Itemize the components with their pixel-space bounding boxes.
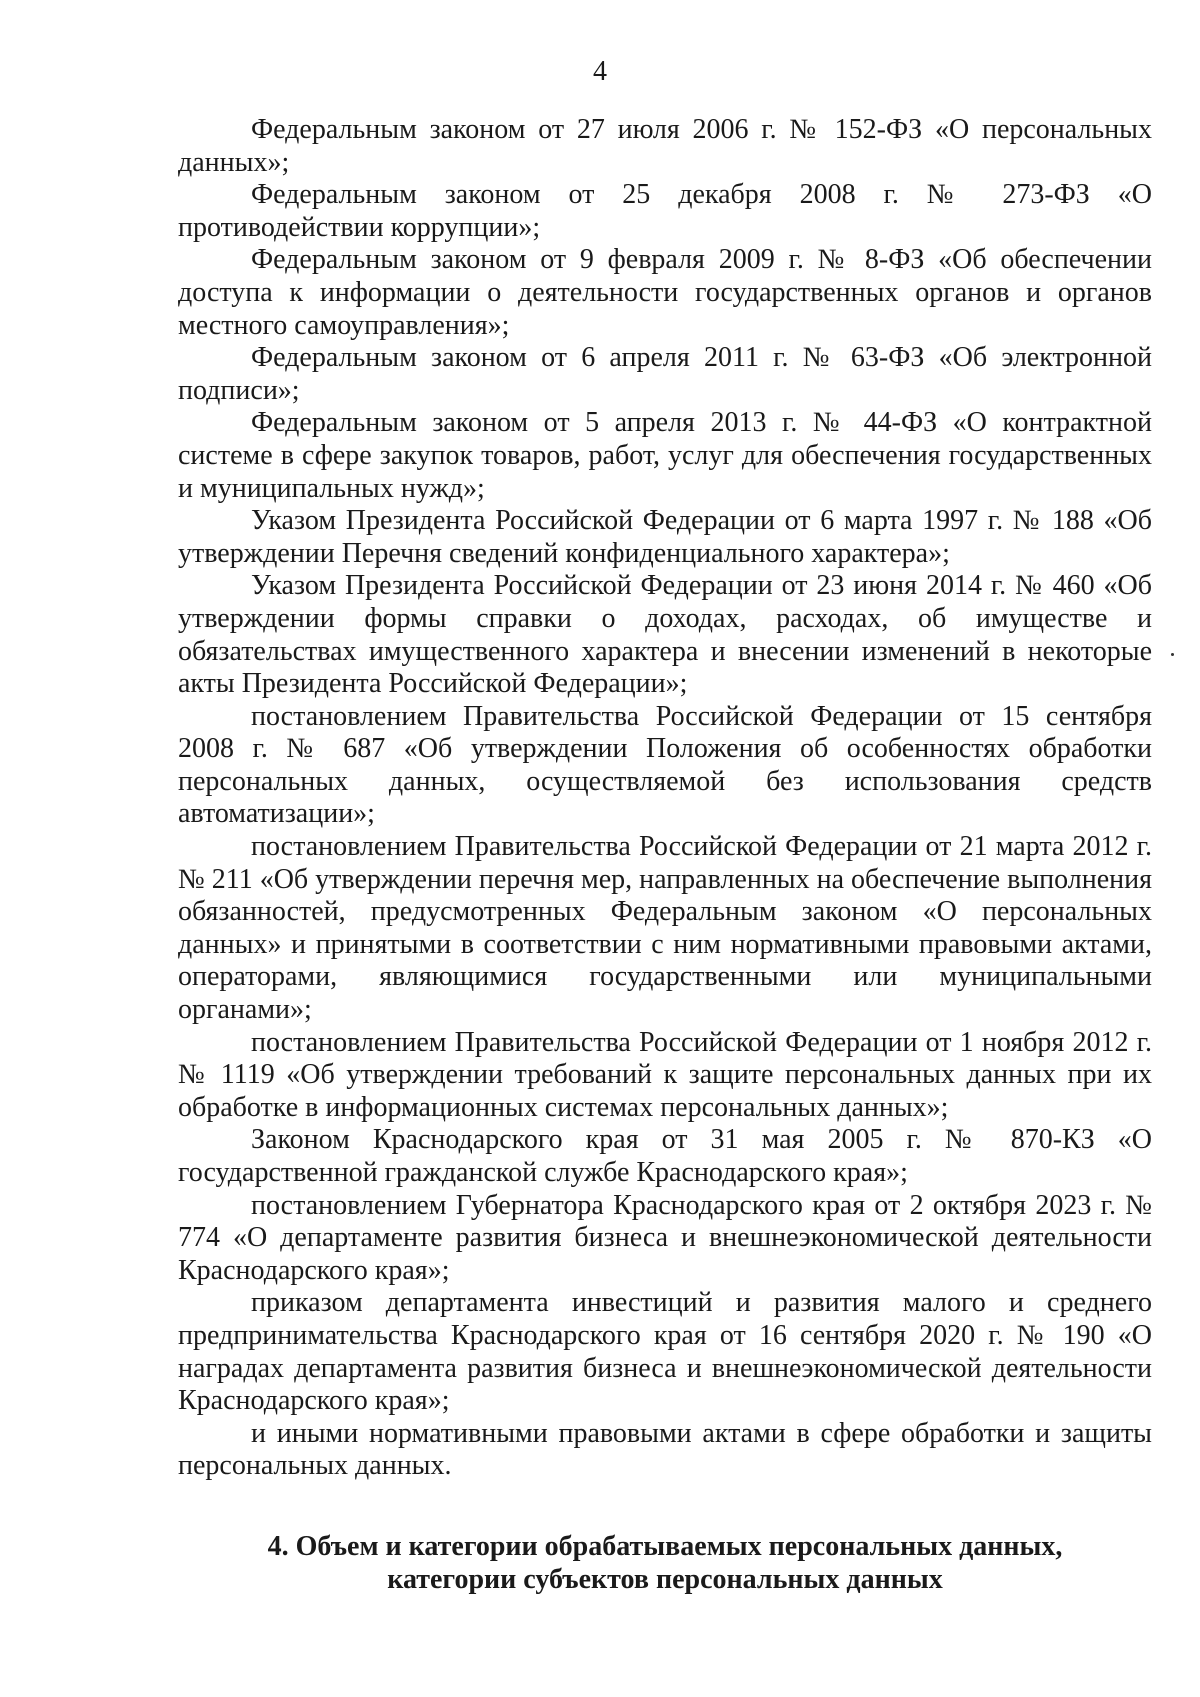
legal-act-paragraph: постановлением Правительства Российской Федерации от 15 сентября 2008 г. № 687 «Об утверждении Положения об особенностях обработки персональных данных, осуществляемой без использования средств автоматизации»; — [178, 700, 1152, 830]
section-heading-line-1: 4. Объем и категории обрабатываемых персональных данных, — [267, 1531, 1063, 1562]
legal-act-paragraph: и иными нормативными правовыми актами в сфере обработки и защиты персональных данных. — [178, 1417, 1152, 1482]
legal-act-paragraph: Федеральным законом от 9 февраля 2009 г. № 8-ФЗ «Об обеспечении доступа к информации о деятельности государственных органов и органов местного самоуправления»; — [178, 244, 1152, 341]
legal-act-paragraph: приказом департамента инвестиций и развития малого и среднего предпринимательства Краснодарского края от 16 сентября 2020 г. № 190 «О наградах департамента развития бизнеса и внешнеэкономической деятельности Краснодарского края»; — [178, 1287, 1152, 1417]
section-heading-line-2: категории субъектов персональных данных — [387, 1564, 943, 1595]
legal-act-paragraph: Указом Президента Российской Федерации от 6 марта 1997 г. № 188 «Об утверждении Перечня сведений конфиденциального характера»; — [178, 505, 1152, 569]
legal-act-paragraph: Федеральным законом от 6 апреля 2011 г. № 63-ФЗ «Об электронной подписи»; — [178, 342, 1152, 406]
legal-basis-list — [178, 114, 1152, 1483]
legal-act-paragraph: постановлением Губернатора Краснодарского края от 2 октября 2023 г. № 774 «О департаменте развития бизнеса и внешнеэкономической деятельности Краснодарского края»; — [178, 1189, 1152, 1286]
legal-act-paragraph: Законом Краснодарского края от 31 мая 2005 г. № 870-КЗ «О государственной гражданской службе Краснодарского края»; — [178, 1124, 1152, 1188]
legal-act-paragraph: постановлением Правительства Российской Федерации от 1 ноября 2012 г. № 1119 «Об утверждении требований к защите персональных данных при их обработке в информационных системах персональных данных»; — [178, 1026, 1152, 1123]
legal-act-paragraph: Федеральным законом от 25 декабря 2008 г. № 273-ФЗ «О противодействии коррупции»; — [178, 179, 1152, 243]
scan-speck — [1171, 653, 1174, 656]
legal-act-paragraph: Федеральным законом от 5 апреля 2013 г. № 44-ФЗ «О контрактной системе в сфере закупок товаров, работ, услуг для обеспечения государственных и муниципальных нужд»; — [178, 407, 1152, 504]
section-heading — [178, 1530, 1152, 1596]
page-number: 4 — [593, 56, 607, 87]
legal-act-paragraph: Указом Президента Российской Федерации от 23 июня 2014 г. № 460 «Об утверждении формы справки о доходах, расходах, об имуществе и обязательствах имущественного характера и внесении изменений в некоторые акты Президента Российской Федерации»; — [178, 570, 1152, 700]
legal-act-paragraph: Федеральным законом от 27 июля 2006 г. № 152-ФЗ «О персональных данных»; — [178, 114, 1152, 178]
legal-act-paragraph: постановлением Правительства Российской Федерации от 21 марта 2012 г. № 211 «Об утверждении перечня мер, направленных на обеспечение выполнения обязанностей, предусмотренных Федеральным законом «О персональных данных» и принятыми в соответствии с ним нормативными правовыми актами, операторами, являющимися государственными или муниципальными органами»; — [178, 831, 1152, 1026]
